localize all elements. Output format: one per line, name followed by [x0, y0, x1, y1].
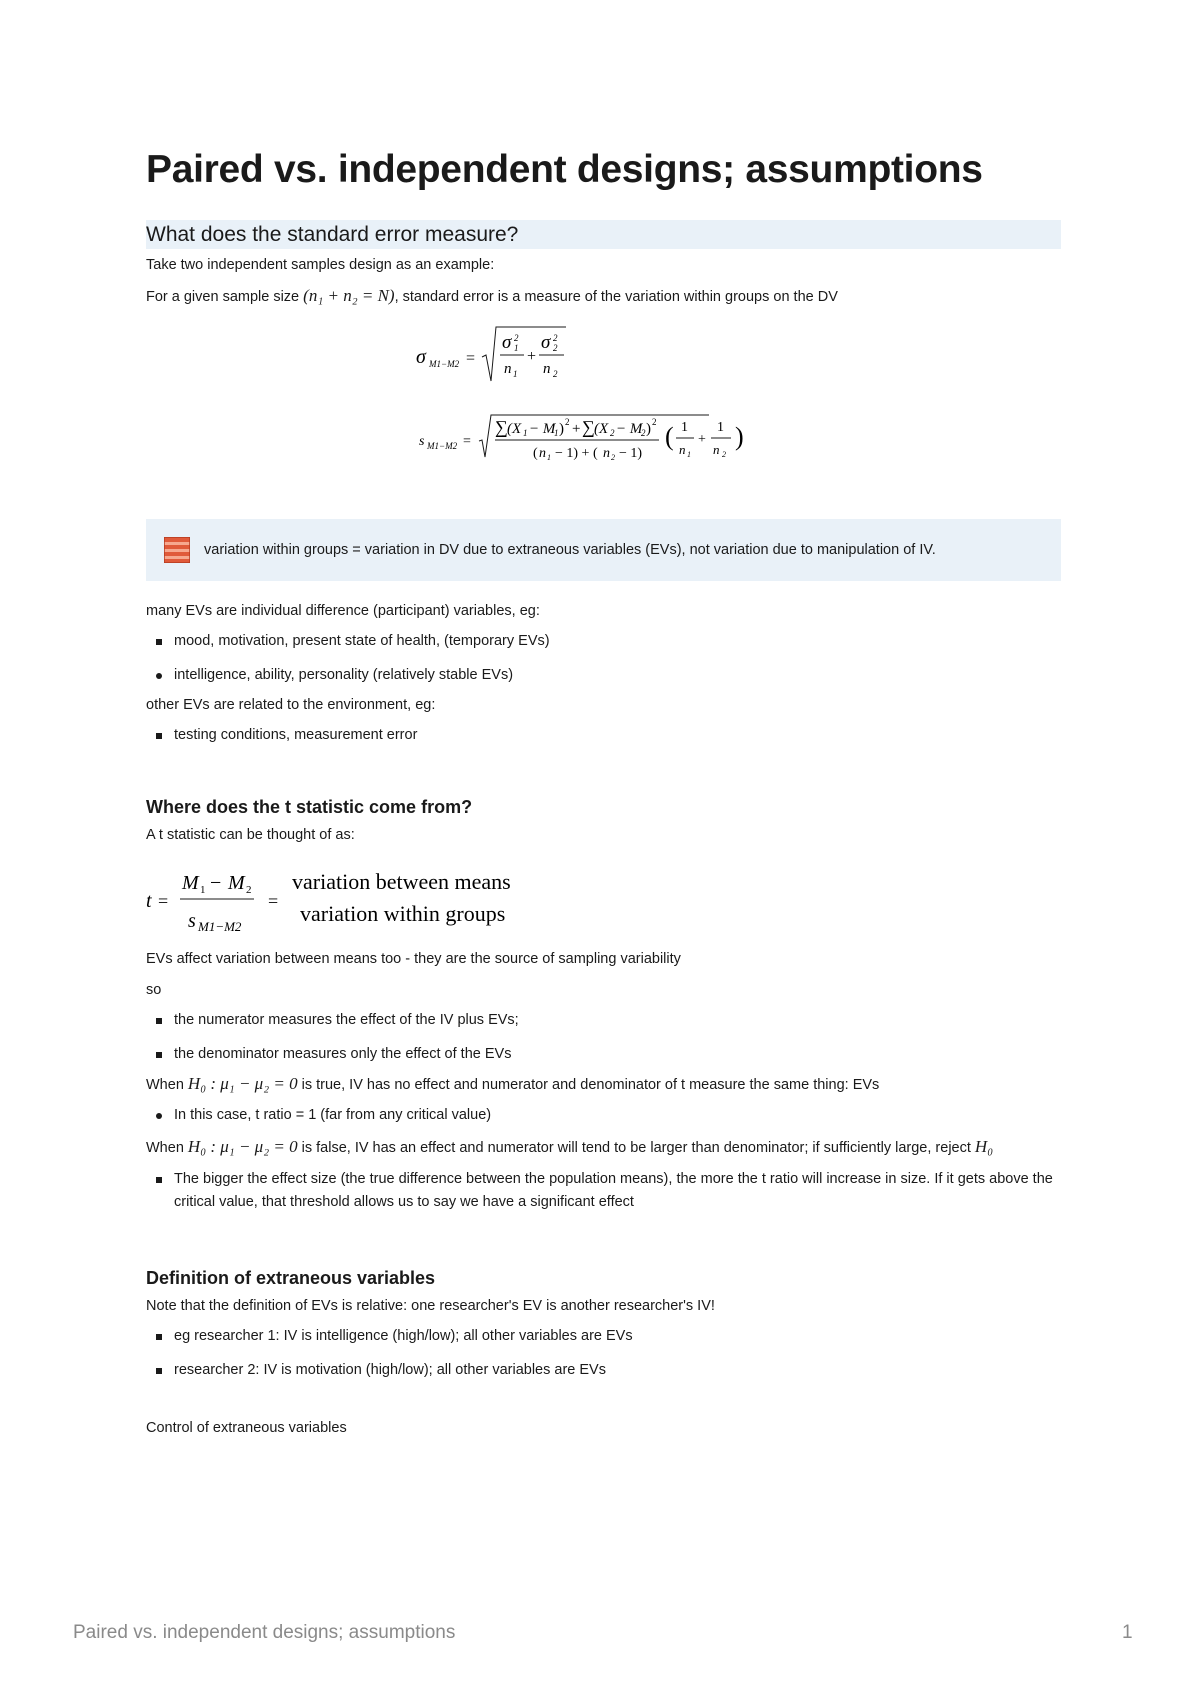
list-researchers — [146, 1325, 1061, 1382]
formula-standard-error-sample — [419, 409, 1061, 471]
svg-text:M: M — [228, 872, 245, 894]
svg-text:1: 1 — [200, 884, 206, 896]
svg-text:σ: σ — [416, 346, 426, 368]
section-heading-t-statistic: Where does the t statistic come from? — [146, 797, 473, 817]
math-h0: H₀ — [974, 1137, 994, 1156]
svg-text:1: 1 — [687, 450, 691, 459]
svg-text:=: = — [463, 434, 471, 449]
paragraph-intro: Take two independent samples design as an example: — [146, 257, 495, 273]
list-item: the denominator measures only the effect of the EVs — [146, 1043, 1061, 1066]
list-item: testing conditions, measurement error — [146, 724, 1061, 747]
svg-text:(: ( — [533, 446, 538, 461]
list-item: The bigger the effect size (the true difference between the population means), the more the t ratio will increase in size. If it gets above the critical value, that threshold allows us to say we have a significant effect — [146, 1168, 1061, 1214]
svg-text:2: 2 — [246, 884, 252, 896]
page-title: Paired vs. independent designs; assumptions — [146, 148, 983, 191]
paragraph-sample-size: For a given sample size (n₁ + n₂ = N), standard error is a measure of the variation within groups on the DV — [146, 286, 838, 305]
svg-text:n: n — [539, 446, 546, 461]
svg-text:1: 1 — [547, 453, 551, 462]
svg-text:σ: σ — [502, 332, 512, 353]
svg-text:2: 2 — [514, 333, 519, 343]
svg-text:2: 2 — [652, 417, 657, 427]
svg-text:1: 1 — [523, 428, 528, 438]
list-item: mood, motivation, present state of health, (temporary EVs) — [146, 630, 1061, 653]
svg-text:n: n — [543, 361, 551, 377]
paragraph-when-h0-false: When H₀ : μ₁ − μ₂ = 0 is false, IV has an effect and numerator will tend to be larger than denominator; if sufficiently large, reject H₀ — [146, 1137, 994, 1156]
svg-text:−: − — [210, 872, 222, 894]
paragraph-control-evs: Control of extraneous variables — [146, 1420, 347, 1436]
paragraph-ev-between-means: EVs affect variation between means too - they are the source of sampling variability — [146, 951, 681, 967]
svg-text:∑: ∑ — [495, 417, 508, 437]
math-sample-size: (n₁ + n₂ = N) — [303, 286, 395, 305]
svg-text:s: s — [419, 434, 425, 449]
svg-text:+: + — [527, 348, 537, 365]
callout-note — [146, 519, 1061, 581]
svg-text:2: 2 — [565, 417, 570, 427]
svg-text:+: + — [572, 421, 581, 437]
svg-text:+: + — [698, 432, 706, 447]
svg-text:n: n — [679, 442, 686, 457]
callout-text: variation within groups = variation in DV due to extraneous variables (EVs), not variation due to manipulation of IV. — [204, 542, 936, 558]
paragraph-t-intro: A t statistic can be thought of as: — [146, 827, 355, 843]
document-page — [146, 140, 1061, 1438]
list-h0-false — [146, 1168, 1061, 1214]
svg-text:2: 2 — [553, 369, 558, 379]
section-heading-standard-error: What does the standard error measure? — [146, 220, 1061, 249]
svg-text:M1−M2: M1−M2 — [198, 919, 242, 934]
list-item: the numerator measures the effect of the IV plus EVs; — [146, 1009, 1061, 1032]
list-item: researcher 2: IV is motivation (high/low); all other variables are EVs — [146, 1359, 1061, 1382]
svg-text:): ) — [559, 421, 564, 437]
svg-text:− M: − M — [529, 421, 556, 437]
svg-text:M: M — [182, 872, 199, 894]
svg-text:n: n — [713, 442, 720, 457]
svg-text:2: 2 — [611, 453, 615, 462]
svg-text:(: ( — [665, 422, 674, 451]
section-heading-definition-evs: Definition of extraneous variables — [146, 1268, 436, 1288]
svg-text:(X: (X — [507, 421, 522, 437]
svg-text:M1−M2: M1−M2 — [429, 359, 460, 369]
paragraph-ev-intro: many EVs are individual difference (participant) variables, eg: — [146, 603, 540, 619]
svg-text:=: = — [466, 350, 476, 367]
svg-text:σ: σ — [541, 332, 551, 353]
svg-text:∑: ∑ — [582, 417, 595, 437]
svg-text:2: 2 — [553, 343, 558, 353]
svg-text:2: 2 — [553, 333, 558, 343]
svg-text:1: 1 — [514, 343, 519, 353]
svg-text:− 1): − 1) — [619, 446, 643, 461]
paragraph-definition-relative: Note that the definition of EVs is relative: one researcher's EV is another researcher's IV! — [146, 1298, 715, 1314]
svg-text:=: = — [158, 891, 169, 911]
svg-text:M1−M2: M1−M2 — [427, 441, 458, 451]
flag-icon — [164, 537, 190, 563]
formula-standard-error-population — [416, 323, 1061, 393]
footer-page-number: 1 — [1122, 1622, 1133, 1643]
svg-text:− 1) + (: − 1) + ( — [555, 446, 598, 461]
footer-title: Paired vs. independent designs; assumptions — [73, 1622, 456, 1643]
svg-text:1: 1 — [513, 369, 518, 379]
svg-text:2: 2 — [722, 450, 726, 459]
svg-text:n: n — [603, 446, 610, 461]
list-item: eg researcher 1: IV is intelligence (high/low); all other variables are EVs — [146, 1325, 1061, 1348]
svg-text:1: 1 — [554, 428, 559, 438]
svg-text:): ) — [735, 422, 744, 451]
svg-text:2: 2 — [641, 428, 646, 438]
svg-text:− M: − M — [616, 421, 643, 437]
svg-text:1: 1 — [681, 420, 688, 435]
svg-text:t: t — [146, 890, 152, 912]
paragraph-env-intro: other EVs are related to the environment, eg: — [146, 697, 436, 713]
list-h0-true — [146, 1104, 1061, 1127]
svg-text:n: n — [504, 361, 512, 377]
svg-text:s: s — [188, 910, 196, 932]
svg-text:2: 2 — [610, 428, 615, 438]
list-environment-evs — [146, 724, 1061, 747]
svg-text:(X: (X — [594, 421, 609, 437]
list-participant-evs — [146, 630, 1061, 687]
list-item: intelligence, ability, personality (relatively stable EVs) — [146, 664, 1061, 687]
formula-denominator-text: variation within groups — [300, 901, 506, 926]
formula-t-statistic — [146, 865, 1061, 937]
paragraph-so: so — [146, 982, 162, 998]
svg-text:=: = — [268, 891, 279, 911]
list-item: In this case, t ratio = 1 (far from any critical value) — [146, 1104, 1061, 1127]
math-null-hypothesis: H₀ : μ₁ − μ₂ = 0 — [187, 1137, 298, 1156]
math-null-hypothesis: H₀ : μ₁ − μ₂ = 0 — [187, 1074, 298, 1093]
svg-text:1: 1 — [717, 420, 724, 435]
formula-numerator-text: variation between means — [292, 869, 511, 894]
list-numerator-denominator — [146, 1009, 1061, 1066]
svg-text:): ) — [646, 421, 651, 437]
paragraph-when-h0-true: When H₀ : μ₁ − μ₂ = 0 is true, IV has no effect and numerator and denominator of t measure the same thing: EVs — [146, 1074, 880, 1093]
